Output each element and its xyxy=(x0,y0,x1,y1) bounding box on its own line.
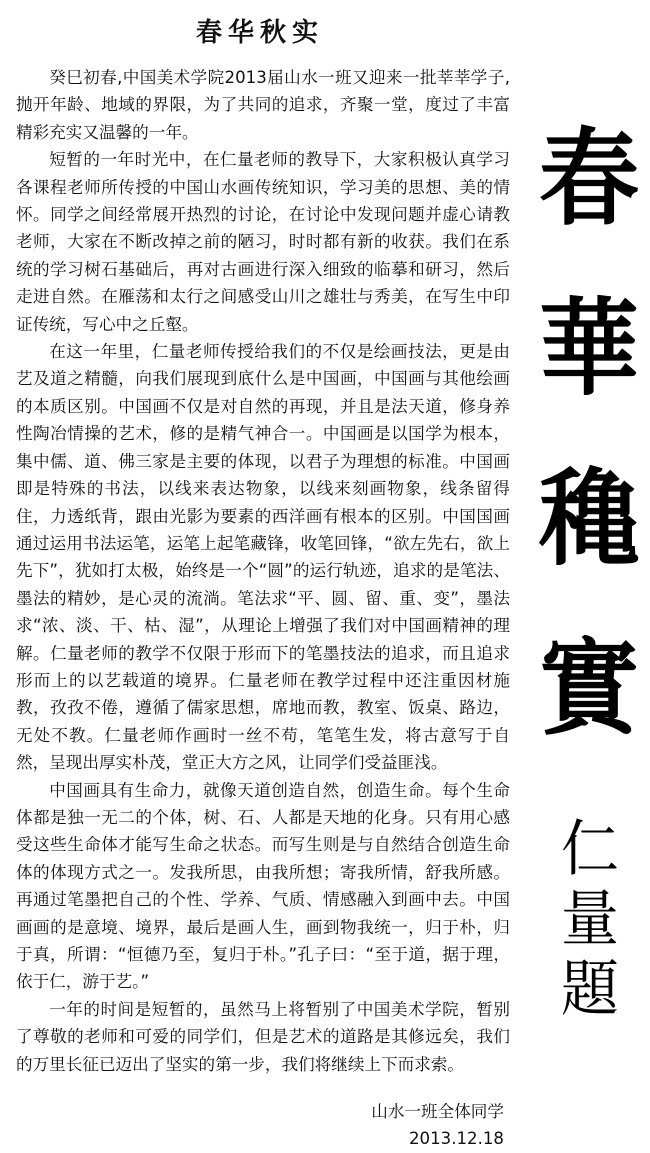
signature-author: 山水一班全体同学 xyxy=(371,1102,504,1121)
calligraphy-signature xyxy=(540,813,640,1030)
signature-block xyxy=(371,1098,504,1153)
page-title: 春华秋实 xyxy=(195,18,324,48)
paragraph: 一年的时间是短暂的，虽然马上将暂别了中国美术学院，暂别了尊敬的老师和可爱的同学们，但是艺术的道路是其修远矣，我们的万里长征已迈出了坚实的第一步，我们将继续上下而求索。 xyxy=(16,999,510,1074)
calligraphy-char: 實 xyxy=(539,626,639,751)
paragraph: 癸巳初春,中国美术学院2013届山水一班又迎来一批莘莘学子,抛开年龄、地域的界限，为了共同的追求，齐聚一堂，度过了丰富精彩充实又温馨的一年。 xyxy=(16,68,510,142)
calligraphy-sig-char: 量 xyxy=(560,883,619,955)
calligraphy-sig-char: 題 xyxy=(560,953,619,1025)
paragraph: 在这一年里，仁量老师传授给我们的不仅是绘画技法，更是由艺及道之精髓，向我们展现到底什么是中国画，中国画与其他绘画的本质区别。中国画不仅是对自然的再现，并且是法天道，修身养性陶冶情操的艺术，修的是精气神合一。中国画是以国学为根本，集中儒、道、佛三家是主要的体现，以君子为理想的标准。中国画即是特殊的书法，以线来表达物象，以线来刻画物象，线条留得住，力透纸背，跟由光影为要素的西洋画有根本的区别。中国国画通过运用书法运笔，运笔上起笔藏锋，收笔回锋，“欲左先右，欲上先下”，犹如打太极，始终是一个“圆”的运行轨迹，追求的是笔法、墨法的精妙，是心灵的流淌。笔法求“平、圆、留、重、变”，墨法求“浓、淡、干、枯、湿”，从理论上增强了我们对中国画精神的理解。仁量老师的教学不仅限于形而下的笔墨技法的追求，而且追求形而上的以艺载道的境界。仁量老师在教学过程中还注重因材施教，孜孜不倦，遵循了儒家思想，席地而教，教室、饭桌、路边，无处不教。仁量老师作画时一丝不苟，笔笔生发，将古意写于自然，呈现出厚实朴茂，堂正大方之风，让同学们受益匪浅。 xyxy=(16,342,510,773)
paragraph: 中国画具有生命力，就像天道创造自然，创造生命。每个生命体都是独一无二的个体，树、石、人都是天地的化身。只有用心感受这些生命体才能写生命之状态。而写生则是与自然结合创造生命体的体现方式之一。发我所思，由我所想；寄我所情，舒我所感。再通过笔墨把自己的个性、学养、气质、情感融入到画中去。中国画画的是意境、境界，最后是画人生，画到物我统一，归于朴，归于真，所谓：“恒德乃至，复归于朴。”孔子曰：“至于道，据于理，依于仁，游于艺。” xyxy=(16,780,510,992)
calligraphy-char: 穐 xyxy=(539,456,639,581)
article-body xyxy=(16,64,510,1078)
paragraph: 短暂的一年时光中，在仁量老师的教导下，大家积极认真学习各课程老师所传授的中国山水画传统知识，学习美的思想、美的情怀。同学之间经常展开热烈的讨论，在讨论中发现问题并虚心请教老师，大家在不断改掉之前的陋习，时时都有新的收获。我们在系统的学习树石基础后，再对古画进行深入细致的临摹和研习，然后走进自然。在雁荡和太行之间感受山川之雄壮与秀美，在写生中印证传统，写心中之丘壑。 xyxy=(16,150,510,334)
calligraphy-title xyxy=(528,116,650,810)
calligraphy-char: 春 xyxy=(539,116,639,241)
calligraphy-char: 華 xyxy=(539,286,639,411)
calligraphy-sig-char: 仁 xyxy=(560,813,619,885)
signature-date: 2013.12.18 xyxy=(408,1129,504,1149)
